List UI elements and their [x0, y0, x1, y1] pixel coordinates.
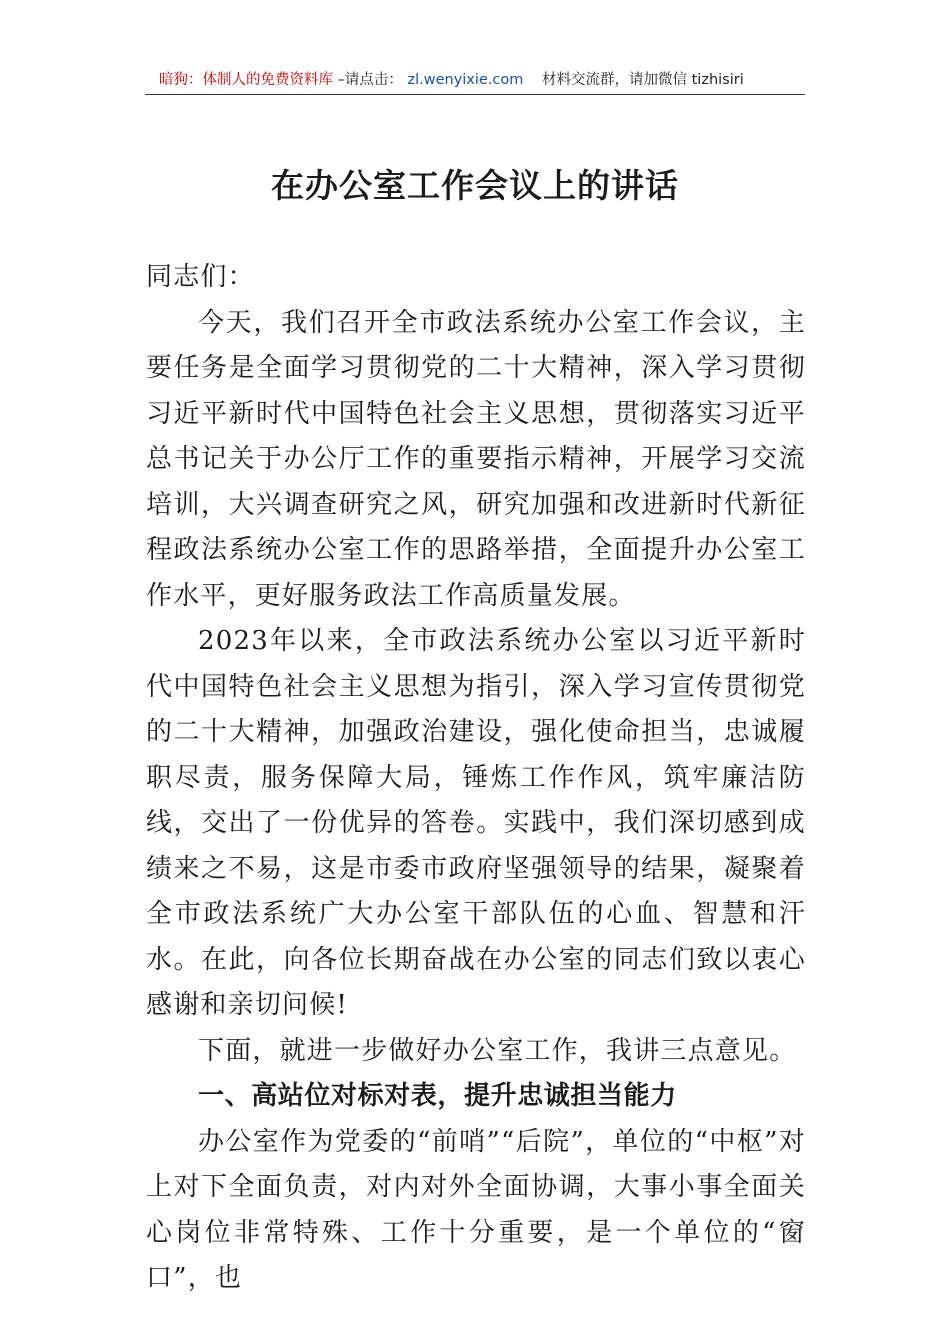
- paragraph-transition: 下面，就进一步做好办公室工作，我讲三点意见。: [198, 1035, 797, 1066]
- page-header: [145, 68, 805, 95]
- document-body: [146, 255, 806, 1302]
- paragraph-achievements: 2023年以来，全市政法系统办公室以习近平新时代中国特色社会主义思想为指引，深入学习宣传贯彻党的二十大精神，加强政治建设，强化使命担当，忠诚履职尽责，服务保障大局，锤炼工作作风，筑牢廉洁防线，交出了一份优异的答卷。实践中，我们深切感到成绩来之不易，这是市委市政府坚强领导的结果，凝聚着全市政法系统广大办公室干部队伍的心血、智慧和汗水。在此，向各位长期奋战在办公室的同志们致以衷心感谢和亲切问候!: [146, 626, 806, 1020]
- section-heading-1: 一、高站位对标对表，提升忠诚担当能力: [198, 1081, 677, 1111]
- header-link[interactable]: zl.wenyixie.com: [407, 72, 524, 88]
- salutation: 同志们：: [146, 262, 255, 292]
- header-group-note: 材料交流群，请加微信 tizhisiri: [542, 72, 744, 88]
- paragraph-section-1: 办公室作为党委的“前哨”“后院”，单位的“中枢”对上对下全面负责，对内对外全面协调，大事小事全面关心岗位非常特殊、工作十分重要，是一个单位的“窗口”，也: [146, 1126, 806, 1293]
- header-prompt: –请点击：: [337, 72, 403, 88]
- header-brand: 暗狗：体制人的免费资料库: [159, 72, 333, 88]
- document-title: 在办公室工作会议上的讲话: [271, 166, 679, 205]
- paragraph-intro: 今天，我们召开全市政法系统办公室工作会议，主要任务是全面学习贯彻党的二十大精神，深入学习贯彻习近平新时代中国特色社会主义思想，贯彻落实习近平总书记关于办公厅工作的重要指示精神，开展学习交流培训，大兴调查研究之风，研究加强和改进新时代新征程政法系统办公室工作的思路举措，全面提升办公室工作水平，更好服务政法工作高质量发展。: [146, 307, 806, 611]
